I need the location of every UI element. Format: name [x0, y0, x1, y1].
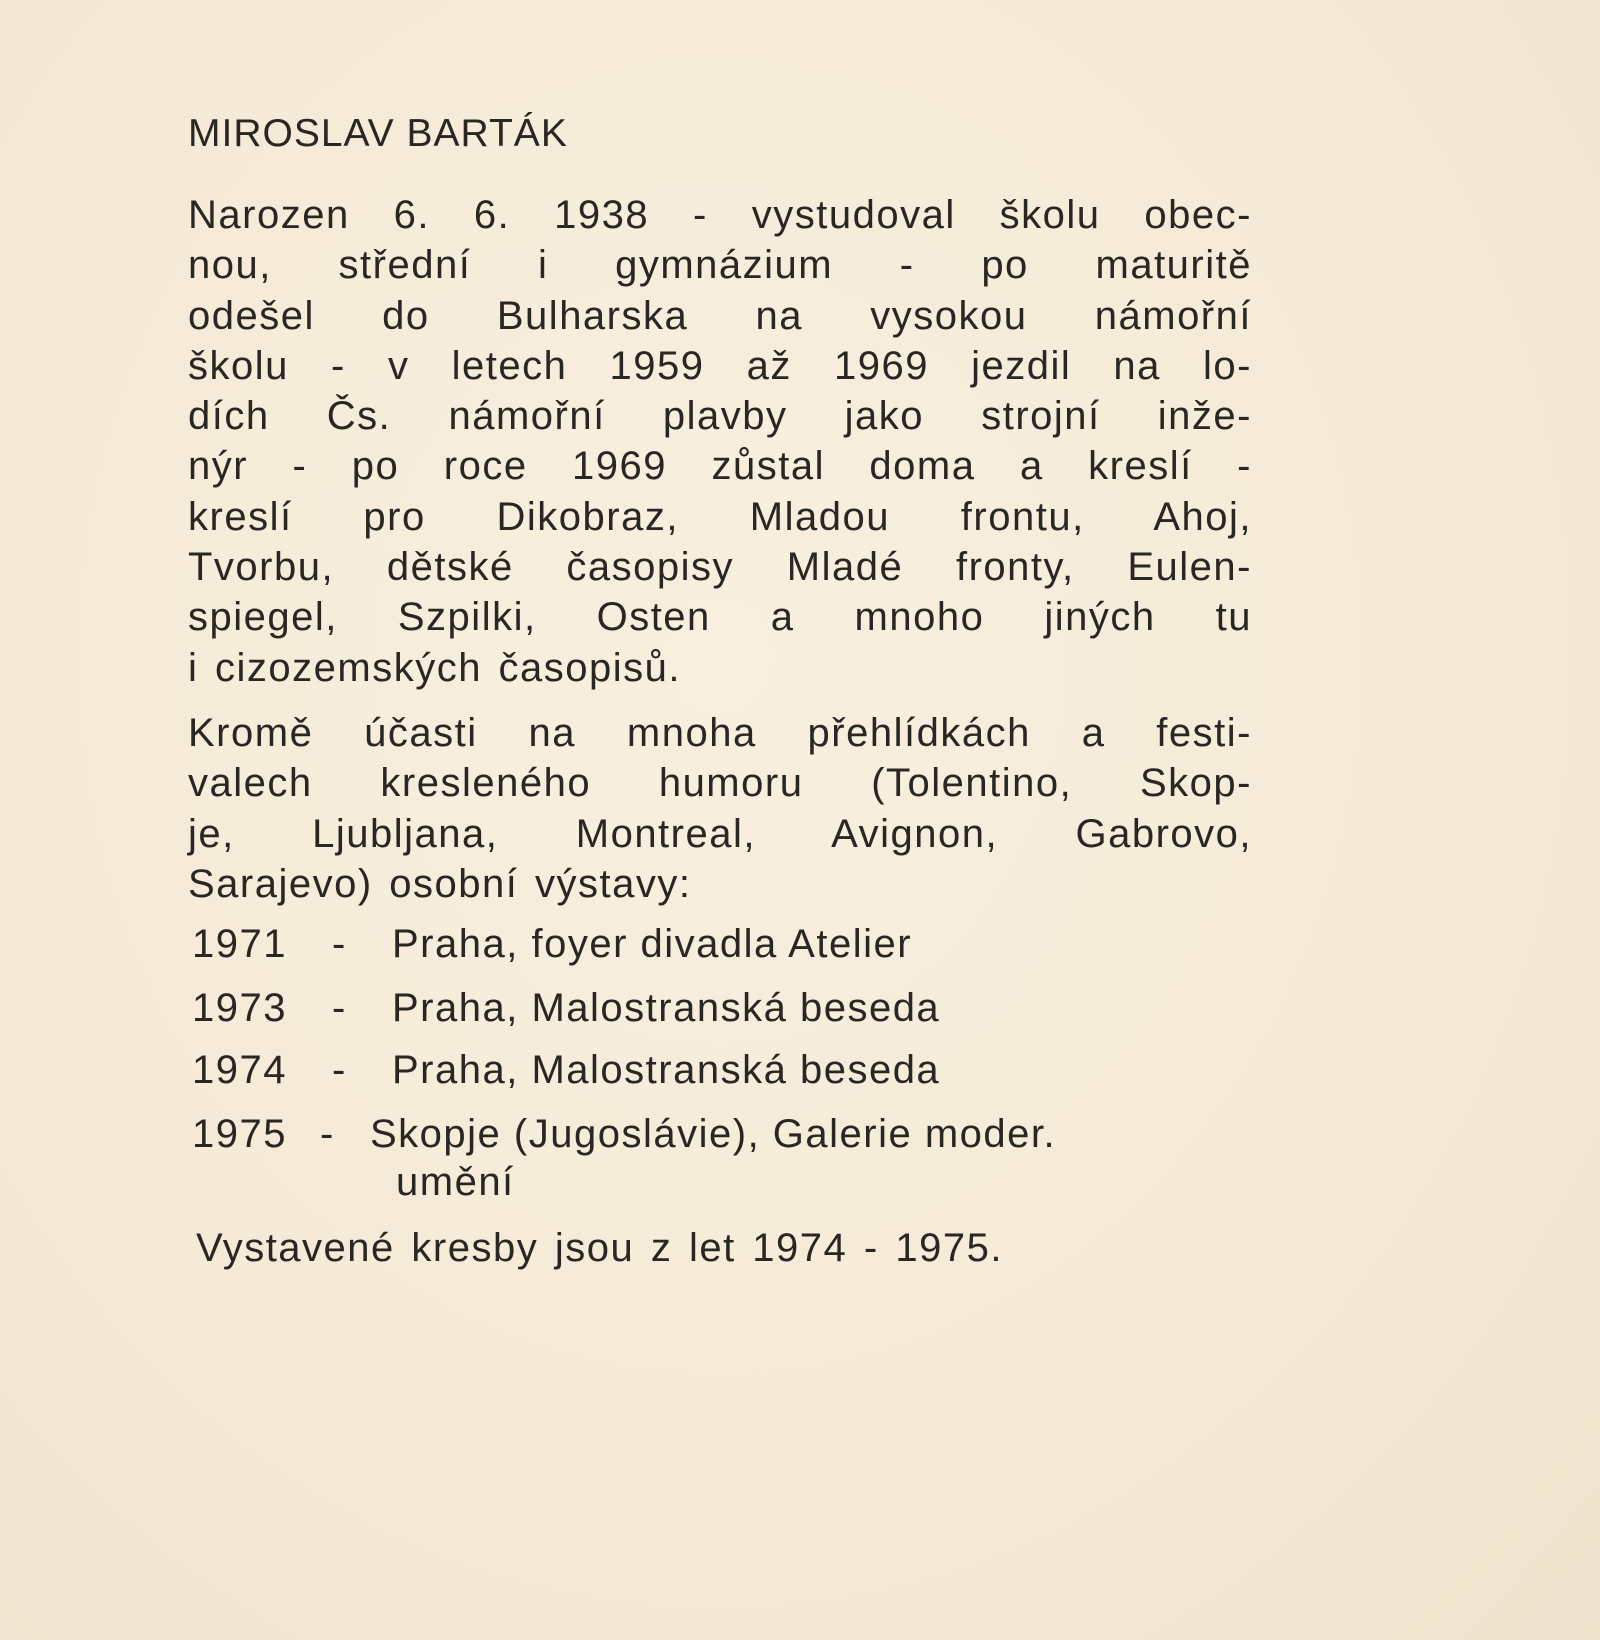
exhibition-dash: - — [332, 1048, 347, 1092]
bio-line: školu - v letech 1959 až 1969 jezdil na lo- — [188, 343, 1252, 388]
exhibitions-intro-paragraph — [188, 708, 1252, 909]
exhibition-dash: - — [320, 1112, 335, 1156]
exhibition-year: 1971 — [192, 922, 287, 966]
exhibition-place: Praha, Malostranská beseda — [392, 986, 941, 1030]
bio-line: valech kresleného humoru (Tolentino, Skop- — [188, 761, 1252, 806]
exhibition-dash: - — [332, 986, 347, 1030]
page-title: MIROSLAV BARTÁK — [188, 112, 568, 155]
bio-line: je, Ljubljana, Montreal, Avignon, Gabrovo, — [188, 811, 1252, 856]
exhibition-year: 1974 — [192, 1048, 287, 1092]
bio-line: Sarajevo) osobní výstavy: — [188, 861, 692, 906]
bio-line: odešel do Bulharska na vysokou námořní — [188, 293, 1252, 338]
bio-line: i cizozemských časopisů. — [188, 645, 682, 690]
bio-line: Kromě účasti na mnoha přehlídkách a festi- — [188, 711, 1252, 755]
bio-line: nýr - po roce 1969 zůstal doma a kreslí - — [188, 444, 1252, 489]
biography-paragraph — [188, 190, 1252, 693]
exhibition-place-continuation: umění — [396, 1160, 515, 1204]
bio-line: Narozen 6. 6. 1938 - vystudoval školu obec- — [188, 193, 1252, 237]
exhibition-year: 1973 — [192, 986, 287, 1030]
bio-line: Tvorbu, dětské časopisy Mladé fronty, Eulen- — [188, 545, 1252, 590]
exhibition-place: Praha, Malostranská beseda — [392, 1048, 941, 1092]
exhibition-place: Praha, foyer divadla Atelier — [392, 922, 913, 966]
bio-line: kreslí pro Dikobraz, Mladou frontu, Ahoj, — [188, 494, 1252, 539]
bio-line: nou, střední i gymnázium - po maturitě — [188, 243, 1252, 288]
exhibition-place: Skopje (Jugoslávie), Galerie moder. — [370, 1112, 1057, 1156]
footer-note: Vystavené kresby jsou z let 1974 - 1975. — [196, 1226, 1003, 1270]
exhibition-dash: - — [332, 922, 347, 966]
bio-line: dích Čs. námořní plavby jako strojní inže- — [188, 394, 1252, 439]
bio-line: spiegel, Szpilki, Osten a mnoho jiných tu — [188, 595, 1252, 640]
exhibition-year: 1975 — [192, 1112, 287, 1156]
